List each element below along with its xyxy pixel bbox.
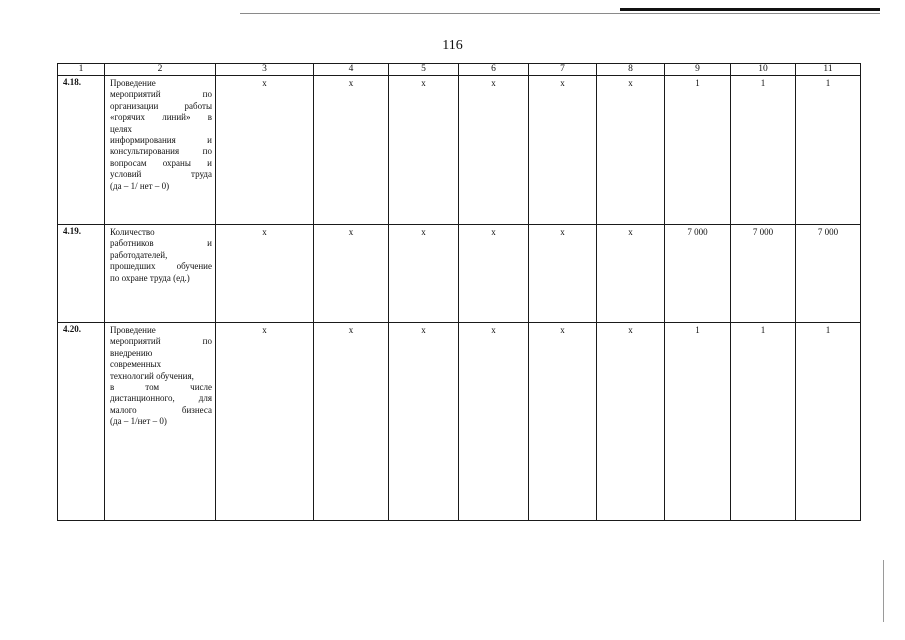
value-cell: x <box>216 225 314 323</box>
value-cell: x <box>216 76 314 225</box>
row-number: 4.19. <box>58 225 105 323</box>
scan-edge-mark <box>883 560 884 622</box>
row-name-line: консультирования по <box>110 146 212 157</box>
column-header: 6 <box>459 64 529 76</box>
top-rule-thin <box>240 13 880 14</box>
value-cell: 1 <box>731 323 796 521</box>
page-number: 116 <box>442 38 463 53</box>
table-row <box>58 225 861 323</box>
value-cell: x <box>529 323 597 521</box>
value-cell: x <box>459 76 529 225</box>
column-header: 2 <box>105 64 216 76</box>
value-cell: 1 <box>665 323 731 521</box>
value-cell: x <box>314 76 389 225</box>
row-name-line: в том числе <box>110 382 212 393</box>
row-name-line: организации работы <box>110 100 212 111</box>
row-name-line: вопросам охраны и <box>110 157 212 168</box>
row-name-line: «горячих линий» в <box>110 112 212 123</box>
row-name-line: работников и <box>110 238 212 249</box>
value-cell: x <box>216 323 314 521</box>
row-name <box>105 225 216 323</box>
column-header: 7 <box>529 64 597 76</box>
row-name-line: целях <box>110 123 132 134</box>
value-cell: x <box>597 76 665 225</box>
row-name-line: Проведение <box>110 78 156 88</box>
row-name-line: Проведение <box>110 325 156 335</box>
value-cell: x <box>459 225 529 323</box>
value-cell: x <box>459 323 529 521</box>
row-number: 4.20. <box>58 323 105 521</box>
top-rule-thick <box>620 8 880 11</box>
value-cell: x <box>529 225 597 323</box>
row-name-line: внедрению <box>110 347 153 358</box>
value-cell: x <box>314 323 389 521</box>
row-name-line: мероприятий по <box>110 89 212 100</box>
row-name-line: (да – 1/ нет – 0) <box>110 180 170 191</box>
row-name <box>105 323 216 521</box>
value-cell: x <box>597 225 665 323</box>
row-name-line: мероприятий по <box>110 336 212 347</box>
column-header: 10 <box>731 64 796 76</box>
value-cell: 7 000 <box>665 225 731 323</box>
value-cell: 7 000 <box>731 225 796 323</box>
row-name-line: дистанционного, для <box>110 393 212 404</box>
column-header: 1 <box>58 64 105 76</box>
header-row <box>58 64 861 76</box>
row-name-line: работодателей, <box>110 249 168 260</box>
row-name-line: Количество <box>110 227 155 237</box>
value-cell: 1 <box>665 76 731 225</box>
column-header: 3 <box>216 64 314 76</box>
value-cell: x <box>529 76 597 225</box>
value-cell: 7 000 <box>796 225 861 323</box>
column-header: 5 <box>389 64 459 76</box>
value-cell: 1 <box>731 76 796 225</box>
column-header: 4 <box>314 64 389 76</box>
row-name <box>105 76 216 225</box>
row-name-line: по охране труда (ед.) <box>110 272 190 283</box>
value-cell: 1 <box>796 76 861 225</box>
column-header: 9 <box>665 64 731 76</box>
value-cell: x <box>314 225 389 323</box>
table-row <box>58 76 861 225</box>
row-number: 4.18. <box>58 76 105 225</box>
row-name-line: прошедших обучение <box>110 261 212 272</box>
row-name-line: (да – 1/нет – 0) <box>110 416 167 427</box>
table-row <box>58 323 861 521</box>
value-cell: 1 <box>796 323 861 521</box>
value-cell: x <box>389 225 459 323</box>
column-header: 11 <box>796 64 861 76</box>
indicators-table <box>57 63 861 521</box>
row-name-line: современных <box>110 359 162 370</box>
row-name-line: условий труда <box>110 169 212 180</box>
row-name-line: информирования и <box>110 135 212 146</box>
value-cell: x <box>389 323 459 521</box>
column-header: 8 <box>597 64 665 76</box>
row-name-line: малого бизнеса <box>110 404 212 415</box>
value-cell: x <box>597 323 665 521</box>
value-cell: x <box>389 76 459 225</box>
row-name-line: технологий обучения, <box>110 370 194 381</box>
